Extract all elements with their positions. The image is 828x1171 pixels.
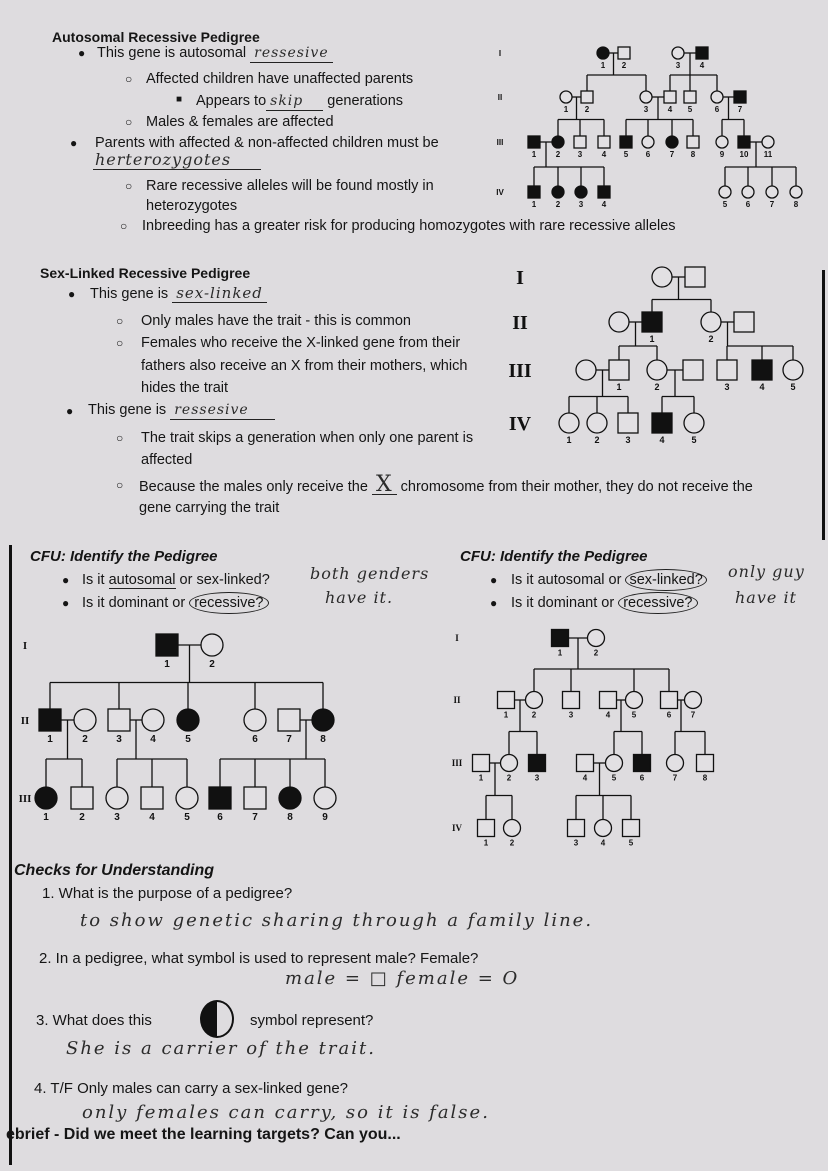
female-symbol (626, 692, 643, 709)
individual-number: 11 (763, 150, 773, 159)
affected-male-symbol (696, 47, 708, 59)
female-symbol (142, 709, 164, 731)
female-symbol (684, 413, 704, 433)
female-symbol (685, 692, 702, 709)
individual-number: 1 (600, 61, 606, 70)
sexlinked-s2-cont: fathers also receive an X from their mothers, which (141, 358, 468, 374)
female-symbol (560, 91, 572, 103)
affected-male-symbol (529, 755, 546, 772)
individual-number: 4 (659, 435, 665, 445)
individual-number: 3 (724, 382, 730, 392)
bullet: ○ (116, 336, 124, 350)
individual-number: 4 (699, 61, 705, 70)
female-symbol (667, 755, 684, 772)
female-symbol (647, 360, 667, 380)
female-symbol (766, 186, 778, 198)
individual-number: 1 (503, 710, 509, 720)
female-symbol (762, 136, 774, 148)
text: chromosome from their mother, they do not receive the (400, 479, 753, 495)
individual-number: 1 (616, 382, 622, 392)
individual-number: 1 (483, 838, 489, 848)
underlined-answer: autosomal (108, 572, 176, 588)
affected-male-symbol (652, 413, 672, 433)
sexlinked-s1: Only males have the trait - this is common (141, 313, 411, 329)
individual-number: 4 (582, 773, 588, 783)
individual-number: 1 (557, 648, 563, 658)
individual-number: 1 (47, 734, 53, 745)
male-symbol (684, 91, 696, 103)
individual-number: 1 (164, 659, 170, 670)
generation-label: I (455, 633, 459, 644)
individual-number: 8 (690, 150, 696, 159)
autosomal-title: Autosomal Recessive Pedigree (52, 29, 260, 45)
text: Because the males only receive the (139, 479, 368, 495)
sexlinked-title: Sex-Linked Recessive Pedigree (40, 265, 251, 281)
male-symbol (478, 820, 495, 837)
female-symbol (783, 360, 803, 380)
individual-number: 2 (506, 773, 512, 783)
cfu-left-title: CFU: Identify the Pedigree (30, 548, 218, 565)
handwritten-answer: sex-linked (172, 284, 267, 303)
individual-number: 5 (628, 838, 634, 848)
individual-number: 3 (625, 435, 631, 445)
female-symbol (640, 91, 652, 103)
individual-number: 4 (601, 200, 607, 209)
autosomal-b2: Parents with affected & non-affected children must be (95, 135, 439, 151)
bullet: ○ (116, 478, 124, 492)
male-symbol (278, 709, 300, 731)
autosomal-s3-cont: heterozygotes (146, 198, 238, 214)
sexlinked-s3: The trait skips a generation when only one parent is (141, 430, 474, 446)
individual-number: 4 (601, 150, 607, 159)
handwritten-answer: only guy (728, 562, 805, 581)
female-symbol (716, 136, 728, 148)
generation-label: II (512, 312, 528, 334)
individual-number: 2 (654, 382, 660, 392)
male-symbol (71, 787, 93, 809)
individual-number: 5 (185, 734, 191, 745)
question-4: 4. T/F Only males can carry a sex-linked gene? (34, 1080, 349, 1097)
affected-male-symbol (598, 186, 610, 198)
individual-number: 7 (252, 812, 258, 823)
text: Is it (82, 572, 109, 588)
generation-label: I (22, 639, 28, 652)
individual-number: 8 (320, 734, 326, 745)
autosomal-s4: Inbreeding has a greater risk for producing homozygotes with rare recessive alleles (142, 218, 676, 234)
male-symbol (244, 787, 266, 809)
affected-female-symbol (552, 186, 564, 198)
generation-label: III (18, 792, 32, 805)
text: 3. What does this (36, 1012, 152, 1029)
handwritten-answer: ressesive (250, 44, 333, 63)
individual-number: 1 (566, 435, 572, 445)
female-symbol (74, 709, 96, 731)
male-symbol (581, 91, 593, 103)
text: Appears to (196, 93, 267, 109)
individual-number: 1 (649, 334, 655, 344)
individual-number: 7 (690, 710, 696, 720)
text: This gene is (90, 286, 169, 302)
female-symbol (526, 692, 543, 709)
individual-number: 7 (769, 200, 775, 209)
female-symbol (701, 312, 721, 332)
individual-number: 7 (672, 773, 678, 783)
individual-number: 2 (79, 812, 85, 823)
generation-label: IV (451, 823, 463, 834)
affected-male-symbol (528, 186, 540, 198)
text: Is it autosomal or (511, 572, 626, 588)
individual-number: 7 (669, 150, 675, 159)
debrief-heading: ebrief - Did we meet the learning targets? Can you... (6, 1126, 401, 1143)
generation-label: IV (496, 187, 504, 197)
male-symbol (697, 755, 714, 772)
bullet: ○ (116, 314, 124, 328)
individual-number: 1 (563, 105, 569, 114)
individual-number: 6 (666, 710, 672, 720)
male-symbol (687, 136, 699, 148)
affected-female-symbol (312, 709, 334, 731)
affected-female-symbol (552, 136, 564, 148)
female-symbol (559, 413, 579, 433)
male-symbol (618, 47, 630, 59)
individual-number: 10 (739, 150, 749, 159)
individual-number: 1 (531, 150, 537, 159)
individual-number: 2 (594, 435, 600, 445)
bullet: ○ (125, 179, 133, 193)
handwritten-answer: have it. (325, 588, 394, 607)
question-3-cont: symbol represent? (250, 1012, 374, 1029)
individual-number: 4 (759, 382, 765, 392)
individual-number: 4 (150, 734, 156, 745)
individual-number: 2 (82, 734, 88, 745)
individual-number: 3 (578, 200, 584, 209)
generation-label: III (496, 137, 504, 147)
individual-number: 1 (478, 773, 484, 783)
individual-number: 2 (621, 61, 627, 70)
male-symbol (683, 360, 703, 380)
affected-male-symbol (752, 360, 772, 380)
handwritten-answer: skip (266, 92, 323, 111)
female-symbol (201, 634, 223, 656)
individual-number: 5 (722, 200, 728, 209)
sexlinked-s3-cont: affected (141, 452, 193, 468)
individual-number: 3 (114, 812, 120, 823)
text: or sex-linked? (175, 572, 270, 588)
male-symbol (498, 692, 515, 709)
individual-number: 5 (611, 773, 617, 783)
male-symbol (568, 820, 585, 837)
bullet: ● (490, 573, 498, 587)
male-symbol (685, 267, 705, 287)
handwritten-answer: have it (735, 588, 797, 607)
female-symbol (642, 136, 654, 148)
bullet: ● (66, 404, 74, 418)
individual-number: 5 (631, 710, 637, 720)
individual-number: 6 (645, 150, 651, 159)
text: Is it dominant or (511, 595, 619, 611)
answer-4: only females can carry, so it is false. (82, 1102, 490, 1123)
female-symbol (719, 186, 731, 198)
male-symbol (577, 755, 594, 772)
individual-number: 6 (252, 734, 258, 745)
text: generations (327, 93, 404, 109)
sexlinked-s4-cont: gene carrying the trait (139, 500, 280, 516)
individual-number: 5 (184, 812, 190, 823)
bullet: ○ (120, 219, 128, 233)
female-symbol (588, 630, 605, 647)
text: This gene is autosomal (97, 45, 247, 61)
male-symbol (473, 755, 490, 772)
individual-number: 5 (623, 150, 629, 159)
individual-number: 2 (584, 105, 590, 114)
checks-title: Checks for Understanding (14, 862, 215, 879)
male-symbol (623, 820, 640, 837)
individual-number: 3 (568, 710, 574, 720)
female-symbol (576, 360, 596, 380)
female-symbol (790, 186, 802, 198)
circled-answer: recessive? (189, 592, 268, 614)
question-2: 2. In a pedigree, what symbol is used to represent male? Female? (39, 950, 479, 967)
generation-label: I (498, 48, 502, 58)
affected-male-symbol (209, 787, 231, 809)
female-symbol (314, 787, 336, 809)
individual-number: 7 (737, 105, 743, 114)
answer-2: male = □ female = O (285, 968, 520, 989)
male-symbol (717, 360, 737, 380)
individual-number: 6 (714, 105, 720, 114)
affected-female-symbol (279, 787, 301, 809)
generation-label: III (508, 360, 532, 382)
affected-male-symbol (552, 630, 569, 647)
sexlinked-s2-cont2: hides the trait (141, 380, 229, 396)
individual-number: 4 (605, 710, 611, 720)
individual-number: 1 (43, 812, 49, 823)
affected-female-symbol (35, 787, 57, 809)
male-symbol (598, 136, 610, 148)
autosomal-s2: Males & females are affected (146, 114, 334, 130)
handwritten-answer: X (372, 476, 397, 495)
female-symbol (587, 413, 607, 433)
individual-number: 8 (702, 773, 708, 783)
affected-male-symbol (620, 136, 632, 148)
handwritten-answer: ressesive (170, 401, 275, 420)
bullet: ● (62, 573, 70, 587)
female-symbol (106, 787, 128, 809)
male-symbol (108, 709, 130, 731)
bullet: ○ (125, 72, 133, 86)
generation-label: II (497, 92, 503, 102)
individual-number: 2 (593, 648, 599, 658)
bullet: ● (490, 596, 498, 610)
male-symbol (609, 360, 629, 380)
female-symbol (244, 709, 266, 731)
individual-number: 5 (687, 105, 693, 114)
affected-male-symbol (634, 755, 651, 772)
female-symbol (711, 91, 723, 103)
bullet: ● (78, 46, 86, 60)
individual-number: 2 (509, 838, 515, 848)
individual-number: 2 (555, 200, 561, 209)
circled-answer: sex-linked? (625, 569, 706, 591)
bullet: ○ (125, 115, 133, 129)
individual-number: 6 (639, 773, 645, 783)
individual-number: 3 (643, 105, 649, 114)
female-symbol (652, 267, 672, 287)
individual-number: 8 (793, 200, 799, 209)
male-symbol (141, 787, 163, 809)
bullet: ○ (116, 431, 124, 445)
bullet: ● (68, 287, 76, 301)
male-symbol (664, 91, 676, 103)
individual-number: 2 (708, 334, 714, 344)
affected-male-symbol (39, 709, 61, 731)
circled-answer: recessive? (618, 592, 697, 614)
affected-male-symbol (738, 136, 750, 148)
male-symbol (661, 692, 678, 709)
generation-label: III (451, 758, 463, 769)
bullet: ■ (176, 94, 183, 105)
individual-number: 6 (217, 812, 223, 823)
female-symbol (504, 820, 521, 837)
female-symbol (595, 820, 612, 837)
handwritten-answer: herterozygotes (93, 150, 261, 170)
individual-number: 9 (719, 150, 725, 159)
affected-male-symbol (156, 634, 178, 656)
male-symbol (563, 692, 580, 709)
male-symbol (600, 692, 617, 709)
bullet: ● (62, 596, 70, 610)
answer-1: to show genetic sharing through a family line. (80, 910, 594, 931)
individual-number: 3 (573, 838, 579, 848)
individual-number: 7 (286, 734, 292, 745)
female-symbol (609, 312, 629, 332)
individual-number: 4 (149, 812, 155, 823)
handwritten-answer: both genders (310, 564, 430, 583)
individual-number: 9 (322, 812, 328, 823)
individual-number: 2 (531, 710, 537, 720)
individual-number: 5 (691, 435, 697, 445)
text: Is it dominant or (82, 595, 190, 611)
generation-label: II (453, 695, 461, 706)
affected-female-symbol (597, 47, 609, 59)
individual-number: 4 (667, 105, 673, 114)
individual-number: 1 (531, 200, 537, 209)
affected-female-symbol (575, 186, 587, 198)
affected-male-symbol (528, 136, 540, 148)
individual-number: 6 (745, 200, 751, 209)
individual-number: 5 (790, 382, 796, 392)
individual-number: 3 (116, 734, 122, 745)
cfu-right-title: CFU: Identify the Pedigree (460, 548, 648, 565)
autosomal-s1: Affected children have unaffected parents (146, 71, 414, 87)
individual-number: 8 (287, 812, 293, 823)
individual-number: 4 (600, 838, 606, 848)
female-symbol (176, 787, 198, 809)
text: This gene is (88, 402, 167, 418)
autosomal-s3: Rare recessive alleles will be found mostly in (146, 178, 434, 194)
male-symbol (574, 136, 586, 148)
individual-number: 3 (675, 61, 681, 70)
female-symbol (672, 47, 684, 59)
individual-number: 2 (555, 150, 561, 159)
individual-number: 2 (209, 659, 215, 670)
generation-label: II (20, 714, 30, 727)
female-symbol (606, 755, 623, 772)
sexlinked-s2: Females who receive the X-linked gene from their (141, 335, 461, 351)
generation-label: IV (508, 413, 532, 435)
answer-3: She is a carrier of the trait. (66, 1038, 376, 1059)
affected-female-symbol (177, 709, 199, 731)
question-1: 1. What is the purpose of a pedigree? (42, 885, 293, 902)
female-symbol (501, 755, 518, 772)
female-symbol (742, 186, 754, 198)
affected-male-symbol (734, 91, 746, 103)
male-symbol (734, 312, 754, 332)
bullet: ● (70, 136, 78, 150)
affected-male-symbol (642, 312, 662, 332)
affected-female-symbol (666, 136, 678, 148)
individual-number: 3 (577, 150, 583, 159)
generation-label: I (516, 267, 524, 289)
male-symbol (618, 413, 638, 433)
individual-number: 3 (534, 773, 540, 783)
